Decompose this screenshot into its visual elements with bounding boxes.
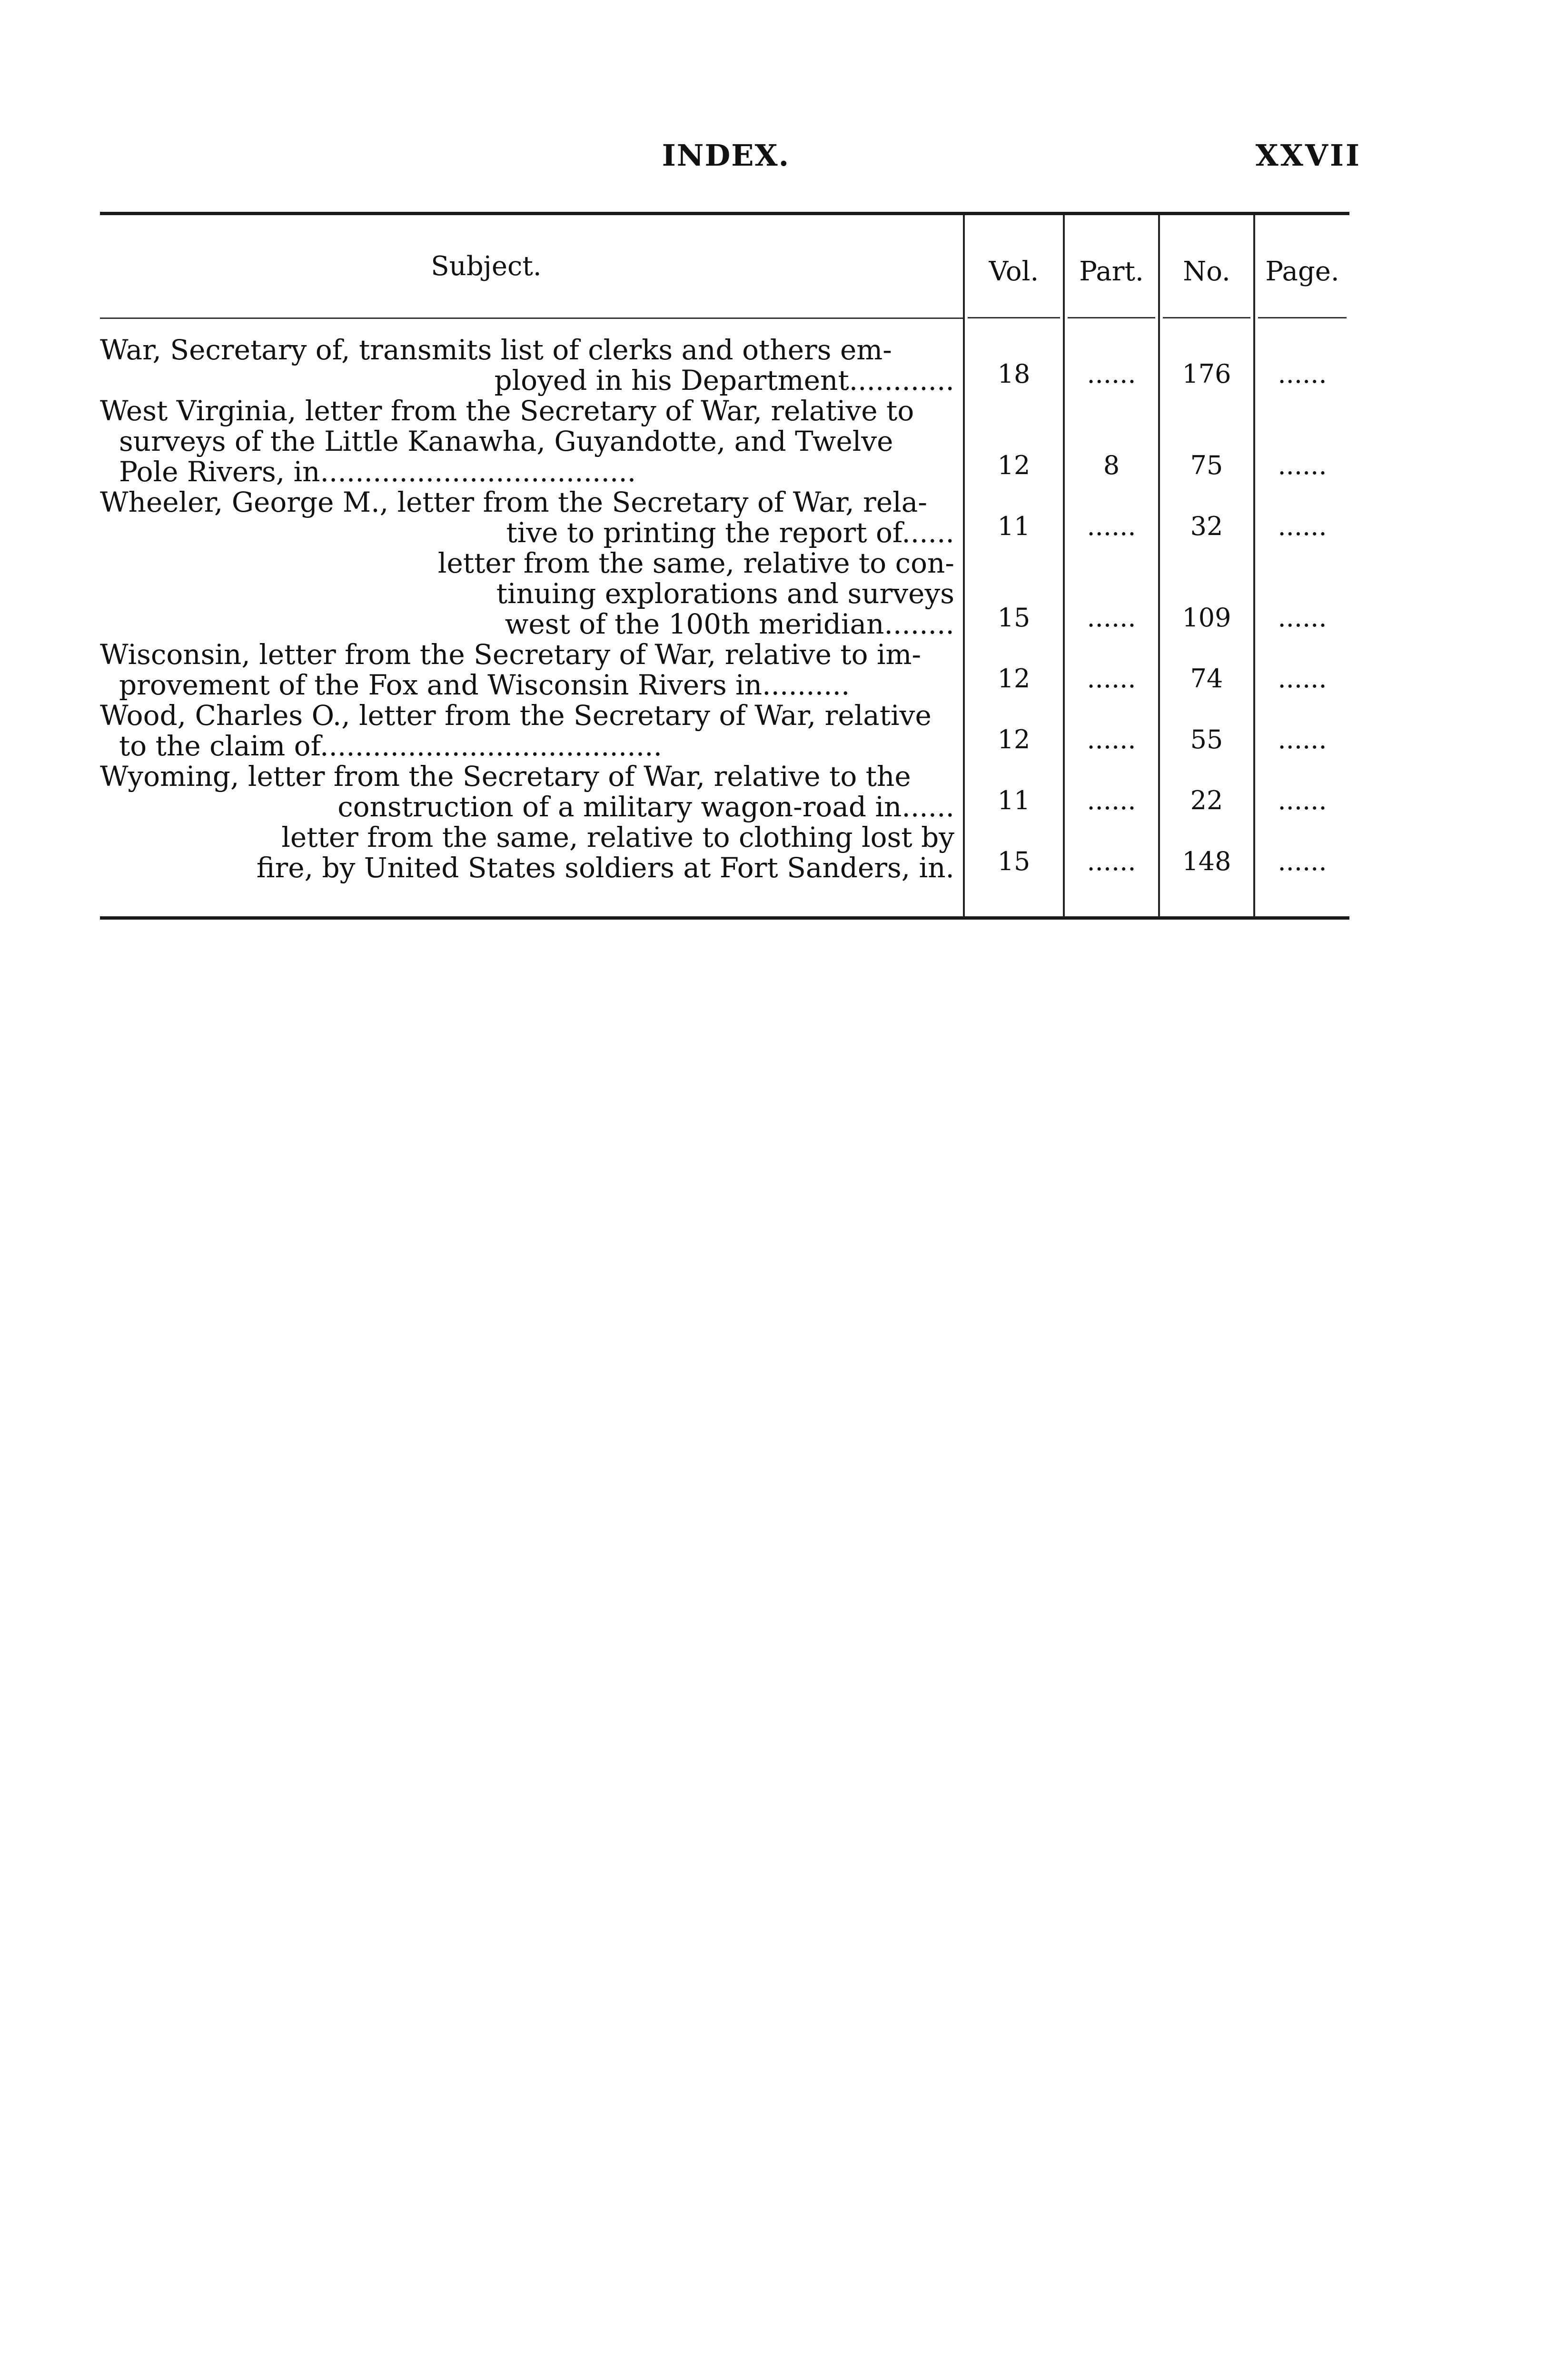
- page-number: XXVII: [1255, 138, 1361, 173]
- part-cell: ......: [1064, 335, 1159, 396]
- bottom-rule: [100, 916, 1349, 920]
- top-rule: [100, 212, 1349, 215]
- page-cell: ......: [1254, 822, 1349, 883]
- page-title: INDEX.: [662, 138, 790, 173]
- part-cell: ......: [1064, 700, 1159, 761]
- column-header-page: Page.: [1254, 215, 1349, 318]
- part-cell: ......: [1064, 548, 1159, 639]
- subject-cell: Wheeler, George M., letter from the Secretary of War, rela- tive to printing the report of......: [100, 486, 954, 549]
- page-cell: ......: [1254, 761, 1349, 822]
- no-cell: 176: [1159, 335, 1254, 396]
- part-cell: ......: [1064, 487, 1159, 548]
- vol-cell: 12: [964, 639, 1064, 700]
- table-row: [100, 639, 1349, 700]
- index-table-container: [100, 212, 1349, 920]
- no-cell: 32: [1159, 487, 1254, 548]
- table-row: [100, 822, 1349, 883]
- running-head: [100, 138, 1361, 181]
- column-header-part: Part.: [1064, 215, 1159, 318]
- page-cell: ......: [1254, 487, 1349, 548]
- no-cell: 74: [1159, 639, 1254, 700]
- subject-cell: West Virginia, letter from the Secretary of War, relative to surveys of the Little Kanawha, Guyandotte, and Twelve Pole Rivers, in....................................: [100, 394, 914, 488]
- page-cell: ......: [1254, 396, 1349, 487]
- page-cell: ......: [1254, 335, 1349, 396]
- vol-cell: 12: [964, 700, 1064, 761]
- part-cell: ......: [1064, 761, 1159, 822]
- table-row: [100, 761, 1349, 822]
- table-row: [100, 700, 1349, 761]
- subject-cell: letter from the same, relative to con- tinuing explorations and surveys west of the 100th meridian........: [437, 546, 954, 640]
- table-row: [100, 335, 1349, 396]
- page-cell: ......: [1254, 548, 1349, 639]
- no-cell: 55: [1159, 700, 1254, 761]
- table-row: [100, 548, 1349, 639]
- part-cell: 8: [1064, 396, 1159, 487]
- subject-cell: Wisconsin, letter from the Secretary of War, relative to im- provement of the Fox and Wisconsin Rivers in..........: [100, 638, 922, 701]
- page-cell: ......: [1254, 700, 1349, 761]
- column-header-no: No.: [1159, 215, 1254, 318]
- no-cell: 75: [1159, 396, 1254, 487]
- no-cell: 109: [1159, 548, 1254, 639]
- subject-cell: letter from the same, relative to clothing lost by fire, by United States soldiers at Fort Sanders, in.: [256, 821, 954, 884]
- table-row: [100, 487, 1349, 548]
- no-cell: 148: [1159, 822, 1254, 883]
- vol-cell: 11: [964, 761, 1064, 822]
- vol-cell: 11: [964, 487, 1064, 548]
- column-header-subject: Subject.: [100, 215, 964, 318]
- table-header-row: [100, 215, 1349, 318]
- part-cell: ......: [1064, 822, 1159, 883]
- table-row: [100, 396, 1349, 487]
- vol-cell: 12: [964, 396, 1064, 487]
- subject-cell: Wood, Charles O., letter from the Secretary of War, relative to the claim of.......................................: [100, 699, 932, 762]
- column-header-vol: Vol.: [964, 215, 1064, 318]
- index-table: [100, 215, 1349, 916]
- part-cell: ......: [1064, 639, 1159, 700]
- subject-cell: War, Secretary of, transmits list of clerks and others em- ployed in his Department............: [100, 333, 954, 397]
- no-cell: 22: [1159, 761, 1254, 822]
- vol-cell: 18: [964, 335, 1064, 396]
- page-cell: ......: [1254, 639, 1349, 700]
- subject-cell: Wyoming, letter from the Secretary of War, relative to the construction of a military wagon-road in......: [100, 760, 954, 823]
- vol-cell: 15: [964, 822, 1064, 883]
- vol-cell: 15: [964, 548, 1064, 639]
